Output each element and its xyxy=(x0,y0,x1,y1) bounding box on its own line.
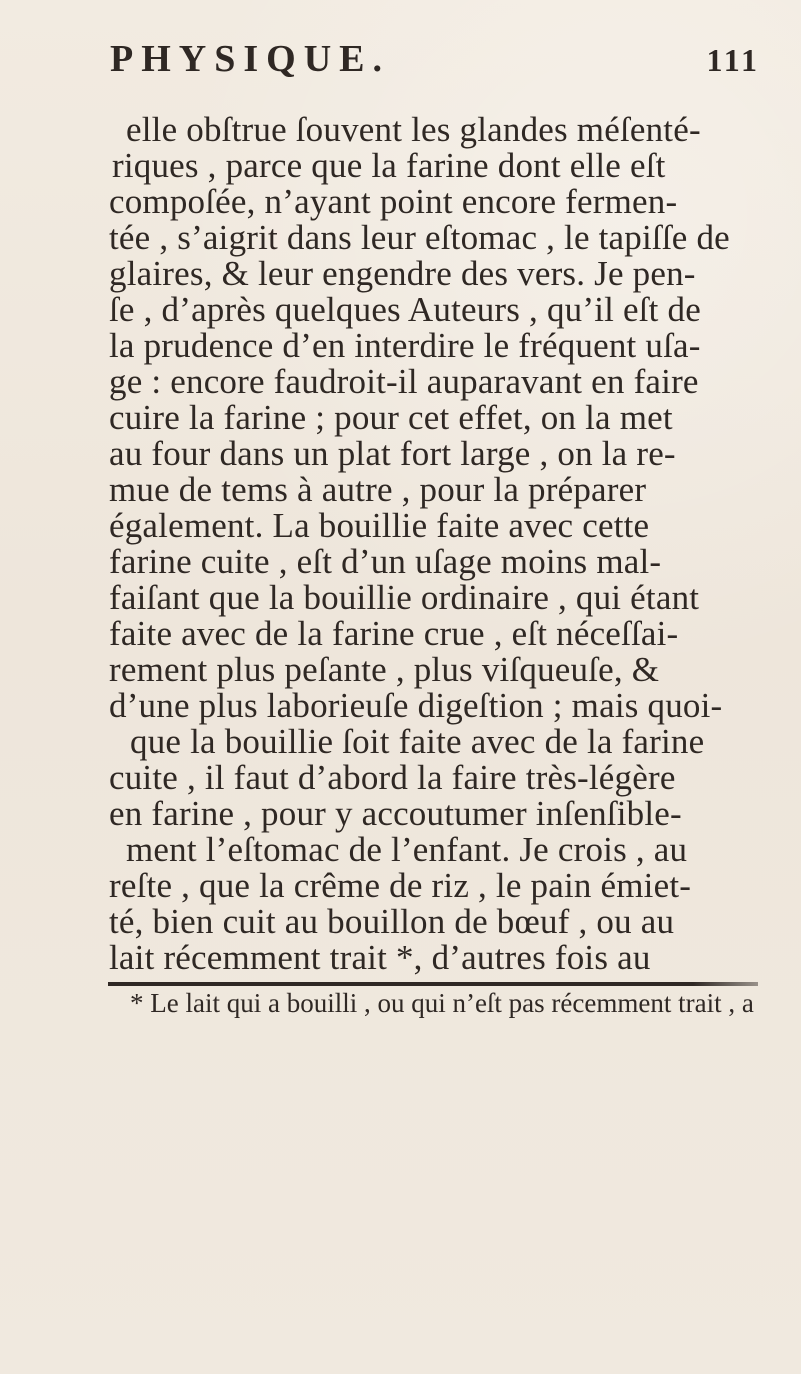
text-line: ment l’eſtomac de l’enfant. Je crois , au xyxy=(126,830,688,869)
page-number: 111 xyxy=(706,42,760,78)
text-line: mue de tems à autre , pour la préparer xyxy=(109,470,647,509)
text-line: ge : encore faudroit-il auparavant en faire xyxy=(109,362,699,401)
footnote-text: * Le lait qui a bouilli , ou qui n’eſt pas récemment trait , a xyxy=(130,988,754,1018)
text-line: d’une plus laborieuſe digeſtion ; mais quoi- xyxy=(109,686,723,725)
text-line: que la bouillie ſoit faite avec de la farine xyxy=(130,722,705,761)
text-line: ſe , d’après quelques Auteurs , qu’il eſt de xyxy=(109,290,701,329)
text-line: cuite , il faut d’abord la faire très-légère xyxy=(109,758,676,797)
text-line: également. La bouillie faite avec cette xyxy=(109,506,650,545)
text-line: reſte , que la crême de riz , le pain émiet- xyxy=(109,866,692,905)
text-line: tée , s’aigrit dans leur eſtomac , le tapiſſe de xyxy=(109,218,730,257)
text-line: compoſée, n’ayant point encore fermen- xyxy=(109,182,678,221)
text-line: té, bien cuit au bouillon de bœuf , ou au xyxy=(109,902,675,941)
running-head: PHYSIQUE. xyxy=(110,38,390,80)
text-line: lait récemment trait *, d’autres fois au xyxy=(109,938,651,977)
text-line: la prudence d’en interdire le fréquent uſa- xyxy=(109,326,701,365)
footnote-separator xyxy=(108,982,758,986)
text-line: rement plus peſante , plus viſqueuſe, & xyxy=(109,650,660,689)
text-line: elle obſtrue ſouvent les glandes méſenté- xyxy=(126,110,701,149)
text-line: en farine , pour y accoutumer inſenſible- xyxy=(109,794,682,833)
text-line: faite avec de la farine crue , eſt néceſſai- xyxy=(109,614,679,653)
text-line: riques , parce que la farine dont elle eſt xyxy=(112,146,666,185)
text-line: glaires, & leur engendre des vers. Je pen- xyxy=(109,254,696,293)
text-line: farine cuite , eſt d’un uſage moins mal- xyxy=(109,542,662,581)
text-line: au four dans un plat fort large , on la re- xyxy=(109,434,676,473)
text-line: faiſant que la bouillie ordinaire , qui étant xyxy=(109,578,700,617)
text-line: cuire la farine ; pour cet effet, on la met xyxy=(109,398,673,437)
